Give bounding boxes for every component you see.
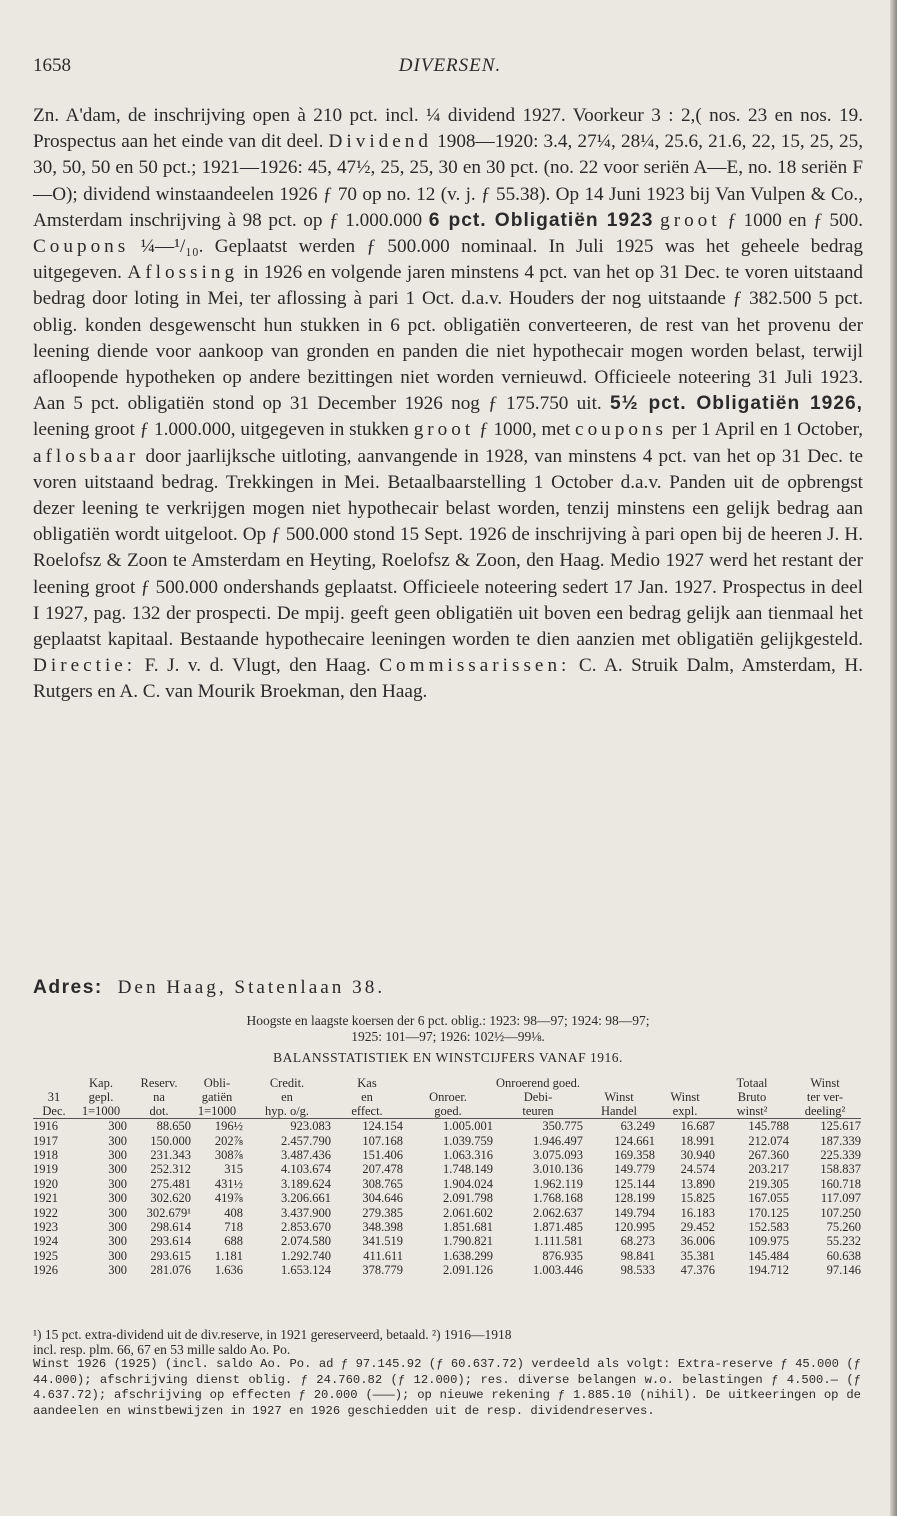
table-cell: 275.481 — [150, 1176, 191, 1191]
table-row — [33, 1234, 861, 1248]
table-cell: 24.574 — [680, 1162, 715, 1177]
table-cell: 1.636 — [214, 1263, 243, 1278]
column-header — [655, 1076, 715, 1090]
table-cell: 63.249 — [620, 1119, 655, 1134]
table-cell: 1.768.168 — [533, 1191, 583, 1206]
table-cell: 2.853.670 — [281, 1219, 331, 1234]
column-header — [403, 1076, 493, 1090]
table-cell: 300 — [108, 1263, 127, 1278]
balance-statistics-table — [33, 1076, 861, 1277]
column-header: deeling² — [789, 1104, 861, 1119]
column-header: na — [153, 1090, 165, 1104]
table-cell: 308.765 — [362, 1176, 403, 1191]
table-cell: 300 — [108, 1119, 127, 1134]
table-cell: 308⅞ — [214, 1147, 243, 1162]
table-cell: 300 — [108, 1147, 127, 1162]
column-header: Kas — [357, 1076, 377, 1090]
table-cell: 348.398 — [362, 1219, 403, 1234]
paragraph-text: door jaarlijksche uitloting, aanvangende in 1928, van minstens 4 pct. van het op 31 Dec. te voren uitstaand bedrag. Trekkingen in Mei. Betaalbaarstelling 1 October d.a.v. Panden uit de opbrengst dezer leening te verkrijgen mogen niet hypothecair belast worden, tenzij minstens een gelijk bedrag aan obligatiën wordt uitgeloot. Op ƒ 500.000 stond 15 Sept. 1926 de inschrijving à pari open bij de heeren J. H. Roelofsz & Zoon te Amsterdam en Heyting, Roelofsz & Zoon, den Haag. Medio 1927 werd het restant der leening groot ƒ 500.000 ondershands geplaatst. Officieele noteering sedert 17 Jan. 1927. Prospectus in deel I 1927, pag. 132 der prospecti. De mpij. geeft geen obligatiën uit boven een bedrag gelijk aan tienmaal het geplaatst kapitaal. Bestaande hypothecaire leeningen worden te dien aanzien met obligatiën gelijkgesteld. — [33, 445, 864, 651]
column-header: dot. — [127, 1104, 191, 1119]
table-cell: 293.615 — [150, 1248, 191, 1263]
bond-1926-heading: 5½ pct. Obligatiën 1926, — [609, 393, 864, 415]
table-row — [33, 1133, 861, 1147]
table-cell: 411.611 — [363, 1248, 403, 1263]
table-cell: 231.343 — [150, 1147, 191, 1162]
table-cell: 120.995 — [614, 1219, 655, 1234]
column-header: Dec. — [33, 1104, 75, 1119]
table-cell: 718 — [224, 1219, 243, 1234]
table-cell: 1.946.497 — [533, 1133, 583, 1148]
table-cell: 3.437.900 — [281, 1205, 331, 1220]
year-cell: 1923 — [33, 1219, 58, 1234]
table-cell: 13.890 — [680, 1176, 715, 1191]
table-cell: 419⅞ — [214, 1191, 243, 1206]
column-header: goed. — [403, 1104, 493, 1119]
column-header: Credit. — [269, 1076, 305, 1090]
address-label: Adres: — [33, 977, 103, 998]
table-cell: 55.232 — [826, 1234, 861, 1249]
table-cell: 876.935 — [542, 1248, 583, 1263]
table-cell: 300 — [108, 1205, 127, 1220]
table-cell: 15.825 — [680, 1191, 715, 1206]
column-header: Obli- — [203, 1076, 231, 1090]
column-header: effect. — [331, 1104, 403, 1119]
page-header — [33, 55, 867, 85]
table-cell: 3.075.093 — [533, 1147, 583, 1162]
year-cell: 1918 — [33, 1147, 58, 1162]
table-cell: 124.661 — [614, 1133, 655, 1148]
year-cell: 1921 — [33, 1191, 58, 1206]
column-header: Winst — [670, 1090, 700, 1104]
address-line — [33, 977, 385, 999]
table-cell: 2.061.602 — [443, 1205, 493, 1220]
section-title: DIVERSEN. — [398, 55, 502, 76]
column-header: Winst — [810, 1076, 840, 1090]
table-cell: 300 — [108, 1219, 127, 1234]
table-cell: 107.168 — [362, 1133, 403, 1148]
table-cell: 187.339 — [820, 1133, 861, 1148]
year-cell: 1920 — [33, 1176, 58, 1191]
table-row — [33, 1205, 861, 1219]
table-cell: 304.646 — [362, 1191, 403, 1206]
column-header: en — [281, 1090, 293, 1104]
column-header: Totaal — [736, 1076, 768, 1090]
table-cell: 47.376 — [680, 1263, 715, 1278]
column-header: ter ver- — [806, 1090, 844, 1104]
dividend-label: Dividend — [328, 131, 432, 153]
year-cell: 1916 — [33, 1119, 58, 1134]
table-cell: 281.076 — [150, 1263, 191, 1278]
column-header: expl. — [655, 1104, 715, 1119]
groot-label: groot — [413, 419, 475, 441]
column-header: Debi- — [523, 1090, 553, 1104]
table-cell: 1.292.740 — [281, 1248, 331, 1263]
table-cell: 225.339 — [820, 1147, 861, 1162]
year-cell: 1919 — [33, 1162, 58, 1177]
table-cell: 1.111.581 — [533, 1234, 583, 1249]
column-header: Handel — [583, 1104, 655, 1119]
paragraph-text: 1908—1920: 3.4, 27¼, 28¼, 25.6, 21.6, 22, 15, 25, 25, 30, 50, 50 en 50 pct.; 1921—1926: 45, 47½, 25, 25, 30 en 30 pct. (no. 22 voor seriën A—E, no. 18 seriën F—O); dividend winstaandeelen 1926 ƒ 70 op no. 12 (v. j. ƒ 55.38). Op 14 Juni 1923 bij Van Vulpen & Co., Amsterdam inschrijving à 98 pct. op ƒ 1.000.000 — [33, 131, 863, 231]
column-header: hyp. o/g. — [243, 1104, 331, 1119]
column-header: winst² — [715, 1104, 789, 1119]
table-cell: 2.457.790 — [281, 1133, 331, 1148]
table-cell: 298.614 — [150, 1219, 191, 1234]
table-cell: 378.779 — [362, 1263, 403, 1278]
table-cell: 60.638 — [826, 1248, 861, 1263]
column-header: 1=1000 — [75, 1104, 127, 1119]
table-cell: 169.358 — [614, 1147, 655, 1162]
aflossing-label: Aflossing — [127, 262, 239, 284]
table-cell: 302.620 — [150, 1191, 191, 1206]
paragraph-text: C. A. Struik Dalm, Amsterdam, H. Rutgers en A. C. van Mourik Broekman, den Haag. — [33, 655, 863, 703]
table-cell: 1.790.821 — [443, 1234, 493, 1249]
column-header: Onroer. — [429, 1090, 467, 1104]
coupons-label: coupons — [575, 419, 667, 441]
table-cell: 408 — [224, 1205, 243, 1220]
table-row — [33, 1119, 861, 1134]
paragraph-text: ƒ 1000, met — [479, 419, 571, 441]
table-cell: 1.904.024 — [443, 1176, 493, 1191]
table-cell: 300 — [108, 1234, 127, 1249]
table-cell: 75.260 — [826, 1219, 861, 1234]
company-description — [33, 103, 863, 706]
table-cell: 97.146 — [826, 1263, 861, 1278]
table-cell: 125.144 — [614, 1176, 655, 1191]
table-cell: 4.103.674 — [281, 1162, 331, 1177]
table-cell: 1.851.681 — [443, 1219, 493, 1234]
profit-distribution: Winst 1926 (1925) (incl. saldo Ao. Po. ad ƒ 97.145.92 (ƒ 60.637.72) verdeeld als volgt: Extra-reserve ƒ 45.000 (ƒ 44.000); afschrijving dienst oblig. ƒ 24.760.82 (ƒ 12.000); res. diverse belangen w.o. belastingen ƒ 4.500.— (ƒ 4.637.72); afschrijving op effecten ƒ 20.000 (———); op nieuwe rekening ƒ 1.885.10 (nihil). De uitkeeringen op de aandeelen en winstbewijzen in 1927 en 1926 geschiedden uit de resp. dividendreserves. — [33, 1357, 861, 1418]
column-header: en — [361, 1090, 373, 1104]
table-cell: 300 — [108, 1176, 127, 1191]
table-row — [33, 1177, 861, 1191]
table-cell: 125.617 — [820, 1119, 861, 1134]
year-cell: 1917 — [33, 1133, 58, 1148]
year-cell: 1926 — [33, 1263, 58, 1278]
table-cell: 315 — [224, 1162, 243, 1177]
paragraph-text: ¼—¹/₁₀. Geplaatst werden ƒ 500.000 nominaal. In Juli 1925 was het geheele bedrag uitgegeven. — [33, 236, 864, 284]
table-cell: 207.478 — [362, 1162, 403, 1177]
table-cell: 3.189.624 — [281, 1176, 331, 1191]
table-cell: 1.181 — [214, 1248, 243, 1263]
commissarissen-label: Commissarissen: — [379, 655, 571, 677]
table-cell: 1.005.001 — [443, 1119, 493, 1134]
paragraph-text: F. J. v. d. Vlugt, den Haag. — [144, 655, 371, 677]
table-cell: 212.074 — [748, 1133, 789, 1148]
column-header: Onroerend goed. — [496, 1076, 580, 1090]
paragraph-text: Zn. A'dam, de inschrijving open à 210 pct. incl. ¼ dividend 1927. Voorkeur 3 : 2,( nos. 23 en nos. 19. Prospectus aan het einde van dit deel. — [33, 105, 863, 153]
table-cell: 1.039.759 — [443, 1133, 493, 1148]
table-cell: 3.487.436 — [281, 1147, 331, 1162]
table-cell: 341.519 — [362, 1234, 403, 1249]
table-row — [33, 1263, 861, 1277]
table-cell: 36.006 — [680, 1234, 715, 1249]
table-cell: 149.794 — [614, 1205, 655, 1220]
table-cell: 167.055 — [748, 1191, 789, 1206]
column-header: gatiën — [201, 1090, 233, 1104]
table-cell: 1.653.124 — [281, 1263, 331, 1278]
table-cell: 688 — [224, 1234, 243, 1249]
table-cell: 35.381 — [680, 1248, 715, 1263]
paragraph-text: leening groot ƒ 1.000.000, uitgegeven in stukken — [33, 419, 409, 441]
table-cell: 300 — [108, 1248, 127, 1263]
table-cell: 300 — [108, 1162, 127, 1177]
table-cell: 152.583 — [748, 1219, 789, 1234]
table-cell: 107.250 — [820, 1205, 861, 1220]
table-footnotes — [33, 1327, 863, 1357]
price-range-line: Hoogste en laagste koersen der 6 pct. oblig.: 1923: 98—97; 1924: 98—97; — [246, 1013, 650, 1028]
paragraph-text: ƒ 1000 en ƒ 500. — [727, 209, 864, 231]
table-cell: 302.679¹ — [146, 1205, 191, 1220]
table-header-row — [33, 1076, 861, 1090]
year-cell: 1922 — [33, 1205, 58, 1220]
directie-label: Directie: — [33, 655, 137, 677]
table-cell: 3.206.661 — [281, 1191, 331, 1206]
table-cell: 68.273 — [620, 1234, 655, 1249]
table-header-row — [33, 1104, 861, 1119]
table-cell: 16.687 — [680, 1119, 715, 1134]
table-cell: 145.484 — [748, 1248, 789, 1263]
table-cell: 158.837 — [820, 1162, 861, 1177]
table-row — [33, 1162, 861, 1176]
table-cell: 252.312 — [150, 1162, 191, 1177]
table-cell: 29.452 — [680, 1219, 715, 1234]
table-cell: 18.991 — [680, 1133, 715, 1148]
footnote-line: incl. resp. plm. 66, 67 en 53 mille saldo Ao. Po. — [33, 1342, 291, 1357]
table-cell: 1.871.485 — [533, 1219, 583, 1234]
table-cell: 151.406 — [362, 1147, 403, 1162]
table-cell: 300 — [108, 1191, 127, 1206]
column-header: Kap. — [89, 1076, 113, 1090]
paragraph-text: per 1 April en 1 October, — [671, 419, 864, 441]
footnote-line: ¹) 15 pct. extra-dividend uit de div.reserve, in 1921 gereserveerd, betaald. ²) 1916—1918 — [33, 1327, 512, 1342]
table-cell: 194.712 — [748, 1263, 789, 1278]
table-cell: 98.533 — [620, 1263, 655, 1278]
table-cell: 293.614 — [150, 1234, 191, 1249]
table-cell: 160.718 — [820, 1176, 861, 1191]
paragraph-text: in 1926 en volgende jaren minstens 4 pct. van het op 31 Dec. te voren uitstaand bedrag door loting in Mei, ter aflossing à pari 1 Oct. d.a.v. Houders der nog uitstaande ƒ 382.500 5 pct. oblig. konden desgewenscht hun stukken in 6 pct. obligatiën converteeren, de rest van het provenu der leening diende voor aankoop van gronden en panden die niet hypothecair mogen worden belast, terwijl afloopende hypotheken op andere bezittingen niet worden vernieuwd. Officieele noteering 31 Juli 1923. Aan 5 pct. obligatiën stond op 31 December 1926 nog ƒ 175.750 uit. — [33, 262, 864, 415]
table-cell: 117.097 — [820, 1191, 861, 1206]
coupons-label: Coupons — [33, 236, 130, 258]
table-cell: 196½ — [214, 1119, 243, 1134]
column-header: Winst — [604, 1090, 634, 1104]
table-cell: 923.083 — [290, 1119, 331, 1134]
address-value: Den Haag, Statenlaan 38. — [117, 977, 386, 998]
table-row — [33, 1148, 861, 1162]
table-cell: 128.199 — [614, 1191, 655, 1206]
table-cell: 1.638.299 — [443, 1248, 493, 1263]
table-cell: 350.775 — [542, 1119, 583, 1134]
year-cell: 1925 — [33, 1248, 58, 1263]
table-cell: 98.841 — [620, 1248, 655, 1263]
column-header — [33, 1076, 75, 1090]
table-cell: 124.154 — [362, 1119, 403, 1134]
table-cell: 145.788 — [748, 1119, 789, 1134]
bond-1923-heading: 6 pct. Obligatiën 1923 — [428, 209, 654, 231]
book-spine-shadow — [890, 0, 897, 1516]
table-cell: 219.305 — [748, 1176, 789, 1191]
table-cell: 170.125 — [748, 1205, 789, 1220]
table-cell: 203.217 — [748, 1162, 789, 1177]
table-cell: 2.074.580 — [281, 1234, 331, 1249]
table-cell: 267.360 — [748, 1147, 789, 1162]
column-header: gepl. — [88, 1090, 114, 1104]
column-header — [583, 1076, 655, 1090]
table-cell: 109.975 — [748, 1234, 789, 1249]
table-cell: 2.091.126 — [443, 1263, 493, 1278]
table-cell: 1.003.446 — [533, 1263, 583, 1278]
aflosbaar-label: aflosbaar — [33, 445, 140, 467]
groot-label: groot — [660, 209, 721, 231]
price-range-line: 1925: 101—97; 1926: 102½—99⅛. — [351, 1029, 545, 1044]
table-cell: 2.062.637 — [533, 1205, 583, 1220]
table-row — [33, 1191, 861, 1205]
table-cell: 1.962.119 — [533, 1176, 583, 1191]
table-row — [33, 1220, 861, 1234]
table-cell: 88.650 — [156, 1119, 191, 1134]
table-cell: 1.748.149 — [443, 1162, 493, 1177]
stats-title: BALANSSTATISTIEK EN WINSTCIJFERS VANAF 1916. — [273, 1050, 623, 1065]
column-header: Reserv. — [140, 1076, 178, 1090]
price-ranges — [33, 1013, 863, 1045]
column-header: 31 — [47, 1090, 61, 1104]
table-cell: 2.091.798 — [443, 1191, 493, 1206]
year-cell: 1924 — [33, 1234, 58, 1249]
table-cell: 431½ — [214, 1176, 243, 1191]
column-header: 1=1000 — [191, 1104, 243, 1119]
table-cell: 202⅞ — [214, 1133, 243, 1148]
table-cell: 279.385 — [362, 1205, 403, 1220]
table-cell: 3.010.136 — [533, 1162, 583, 1177]
table-cell: 149.779 — [614, 1162, 655, 1177]
table-header-row — [33, 1090, 861, 1104]
table-cell: 30.940 — [680, 1147, 715, 1162]
column-header: teuren — [493, 1104, 583, 1119]
column-header: Bruto — [737, 1090, 767, 1104]
table-cell: 150.000 — [150, 1133, 191, 1148]
table-cell: 1.063.316 — [443, 1147, 493, 1162]
table-cell: 16.183 — [680, 1205, 715, 1220]
table-cell: 300 — [108, 1133, 127, 1148]
page-number: 1658 — [33, 55, 71, 76]
table-row — [33, 1249, 861, 1263]
